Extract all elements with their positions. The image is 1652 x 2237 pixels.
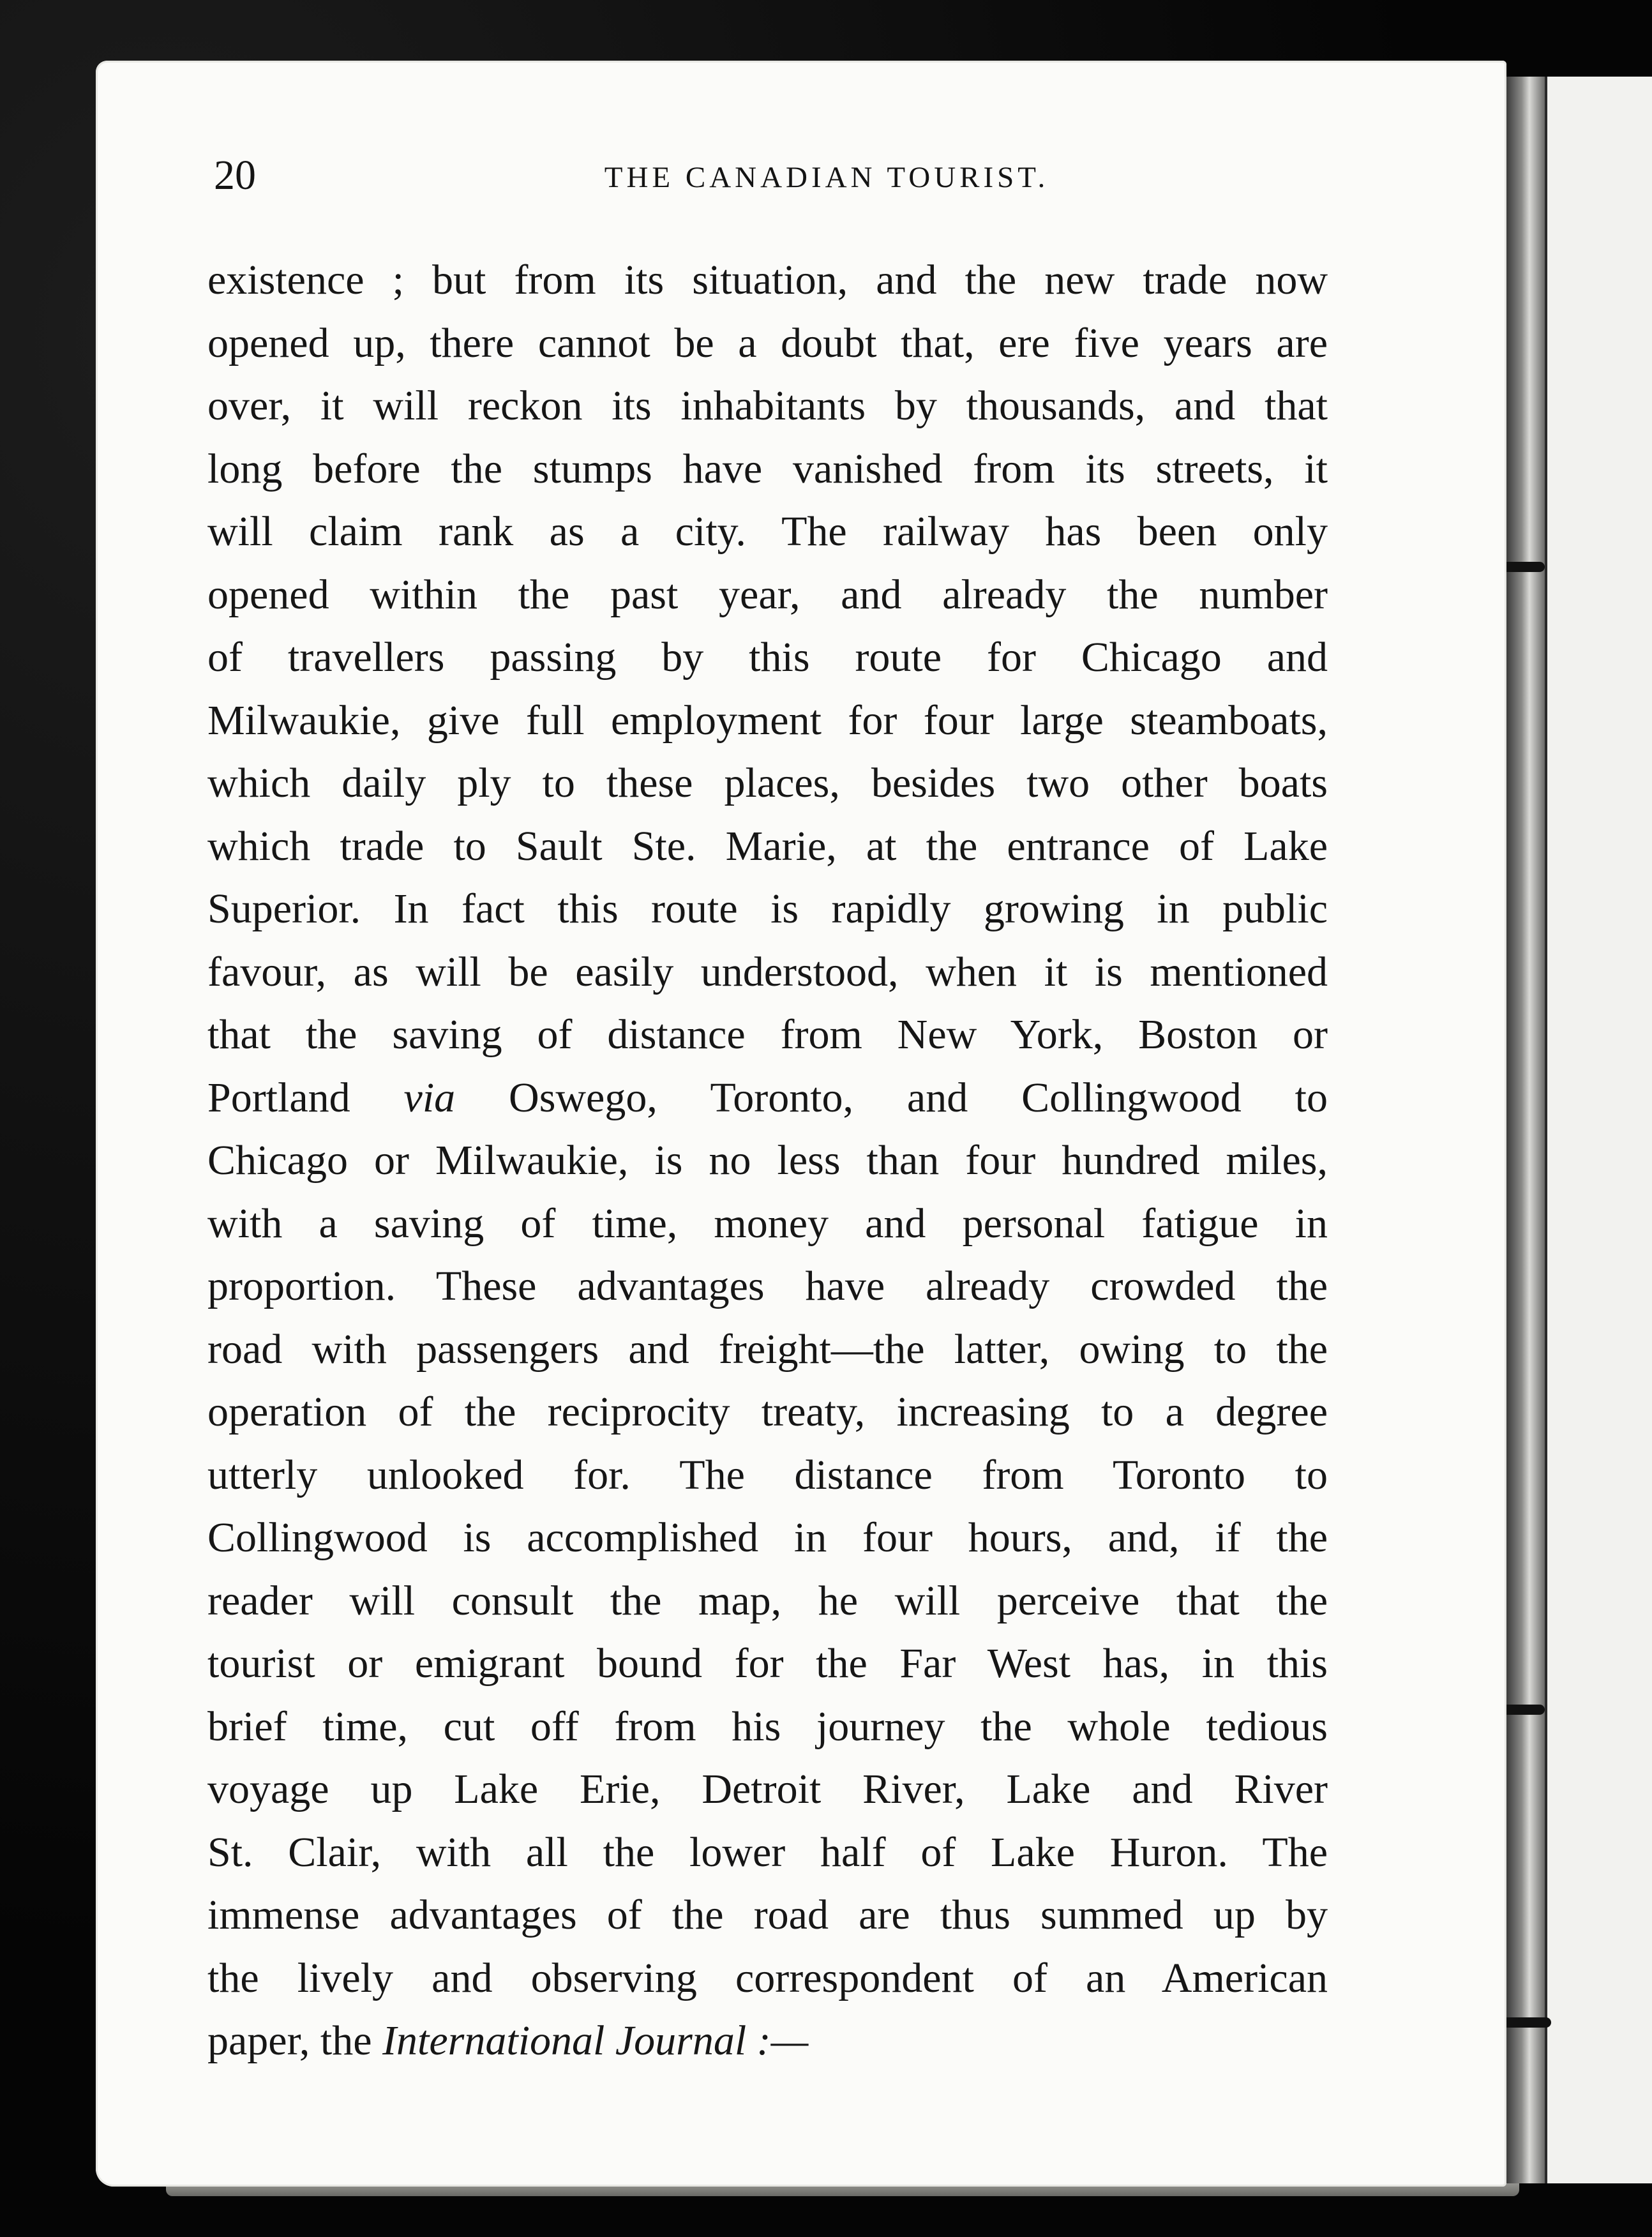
text-line: over, it will reckon its inhabitants by thousands, and that <box>207 382 1328 429</box>
text-line: existence ; but from its situation, and the new trade now <box>207 257 1328 303</box>
text-line: Collingwood is accomplished in four hours, and, if the <box>207 1514 1328 1561</box>
text-segment: paper, the <box>207 2017 372 2064</box>
text-line: brief time, cut off from his journey the whole tedious <box>207 1703 1328 1750</box>
page-number: 20 <box>214 152 256 199</box>
italic-title: International Journal :— <box>382 2017 809 2064</box>
body-paragraph <box>207 249 1328 2073</box>
text-line: tourist or emigrant bound for the Far West has, in this <box>207 1640 1328 1687</box>
text-line: road with passengers and freight—the latter, owing to the <box>207 1325 1328 1373</box>
italic-term: via <box>403 1074 456 1121</box>
text-line: Chicago or Milwaukie, is no less than four hundred miles, <box>207 1137 1328 1184</box>
text-line: will claim rank as a city. The railway has been only <box>207 508 1328 555</box>
text-line: opened within the past year, and already the number <box>207 571 1328 618</box>
text-line: utterly unlooked for. The distance from Toronto to <box>207 1451 1328 1498</box>
text-segment: Oswego, Toronto, and Collingwood to <box>509 1074 1328 1121</box>
text-line: the lively and observing correspondent of an American <box>207 1954 1328 2001</box>
text-line: opened up, there cannot be a doubt that, ere five years are <box>207 319 1328 366</box>
text-line: Superior. In fact this route is rapidly growing in public <box>207 885 1328 932</box>
text-line: St. Clair, with all the lower half of Lake Huron. The <box>207 1828 1328 1876</box>
text-line: Milwaukie, give full employment for four large steamboats, <box>207 697 1328 744</box>
text-line <box>207 2010 1328 2073</box>
text-segment: Portland <box>207 1074 350 1121</box>
text-line: voyage up Lake Erie, Detroit River, Lake and River <box>207 1766 1328 1812</box>
text-line: immense advantages of the road are thus summed up by <box>207 1892 1328 1938</box>
text-line: which trade to Sault Ste. Marie, at the entrance of Lake <box>207 822 1328 870</box>
book-binding <box>1506 77 1545 2183</box>
running-title: THE CANADIAN TOURIST. <box>604 161 1049 194</box>
text-line: long before the stumps have vanished from its streets, it <box>207 445 1328 492</box>
text-line: of travellers passing by this route for Chicago and <box>207 634 1328 681</box>
text-line: which daily ply to these places, besides two other boats <box>207 760 1328 806</box>
text-line: operation of the reciprocity treaty, increasing to a degree <box>207 1389 1328 1435</box>
text-line: that the saving of distance from New York, Boston or <box>207 1011 1328 1058</box>
text-line: favour, as will be easily understood, when it is mentioned <box>207 948 1328 995</box>
text-line: reader will consult the map, he will perceive that the <box>207 1577 1328 1624</box>
text-line <box>207 1067 1328 1130</box>
text-line: with a saving of time, money and personal fatigue in <box>207 1200 1328 1247</box>
page-header <box>214 150 1337 214</box>
adjacent-page-edge <box>1545 77 1652 2183</box>
text-line: proportion. These advantages have already crowded the <box>207 1263 1328 1309</box>
